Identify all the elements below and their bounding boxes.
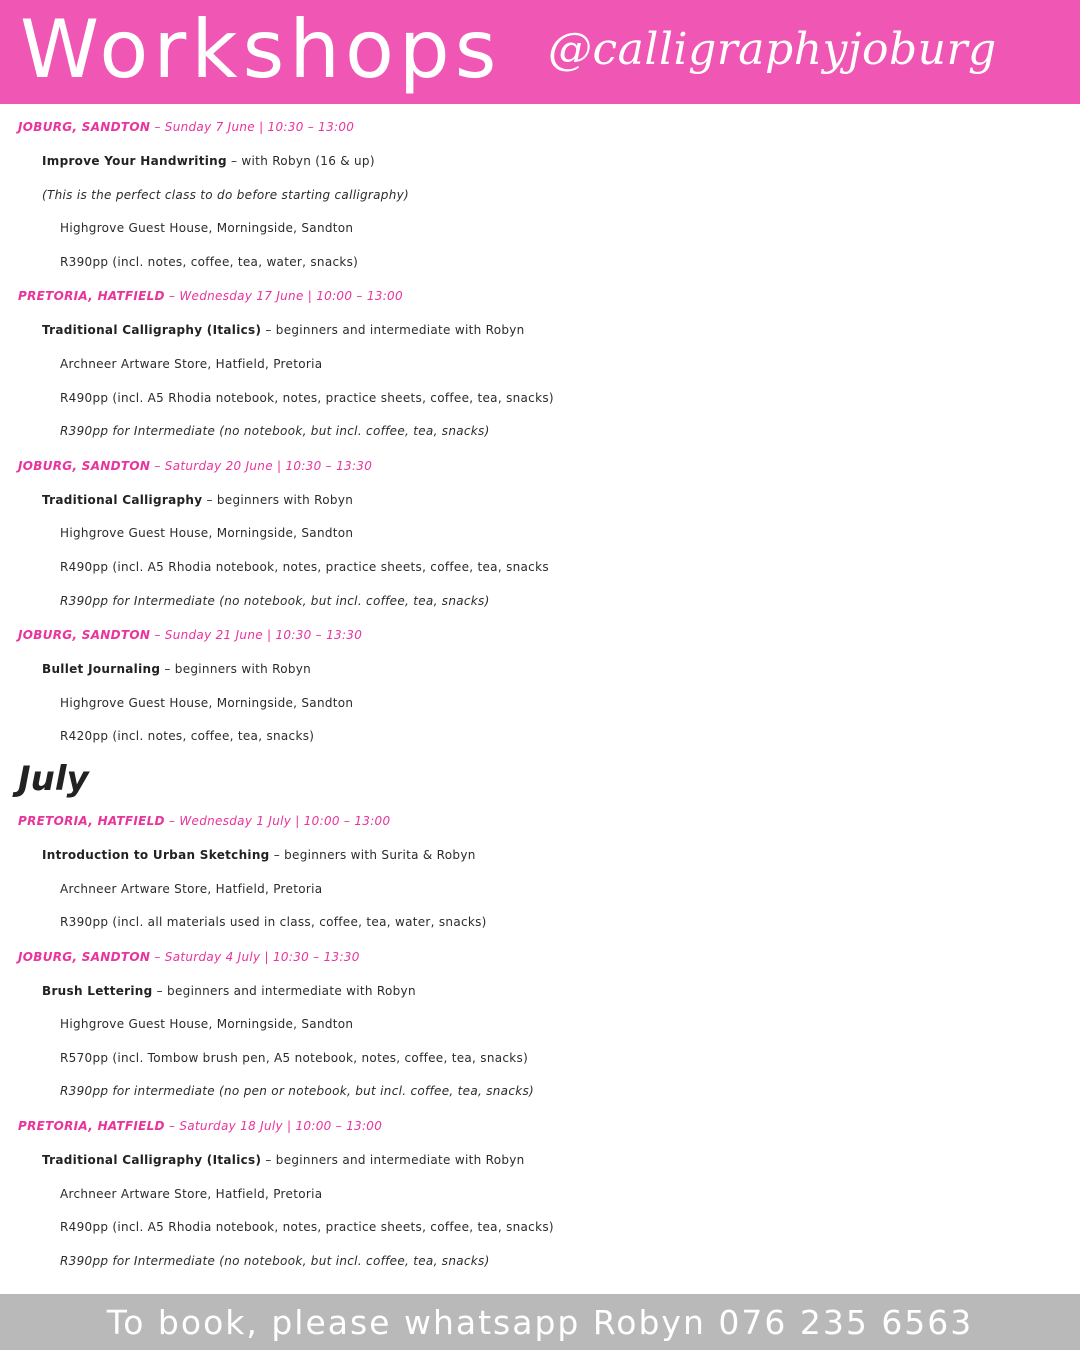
workshop-title: Traditional Calligraphy (Italics) (42, 323, 262, 338)
workshop-price: R390pp (incl. notes, coffee, tea, water, snacks) (60, 254, 359, 269)
workshop-subtitle: – beginners and intermediate with Robyn (152, 983, 416, 998)
workshop-title: Traditional Calligraphy (Italics) (42, 1153, 262, 1168)
workshop-location-date (0, 449, 1080, 484)
workshop-entry (0, 449, 1080, 618)
workshop-title: Improve Your Handwriting (42, 154, 227, 168)
workshop-venue: Archneer Artware Store, Hatfield, Pretoria (60, 881, 323, 896)
workshop-venue: Highgrove Guest House, Morningside, Sandton (60, 221, 354, 236)
workshop-title-line (0, 839, 1080, 873)
workshop-location-date (0, 1109, 1080, 1144)
workshop-note: (This is the perfect class to do before starting calligraphy) (42, 187, 410, 202)
workshop-location-date (0, 618, 1080, 653)
workshop-subtitle: – with Robyn (16 & up) (226, 154, 375, 168)
workshop-venue: Archneer Artware Store, Hatfield, Pretoria (60, 1186, 323, 1201)
workshop-entry (0, 940, 1080, 1109)
workshop-price: R570pp (incl. Tombow brush pen, A5 notebook, notes, coffee, tea, snacks) (60, 1050, 529, 1065)
workshop-title: Traditional Calligraphy (42, 492, 203, 507)
workshop-subtitle: – beginners and intermediate with Robyn (261, 323, 525, 338)
workshop-title-line (0, 145, 1080, 179)
workshop-datetime: – Saturday 4 July | 10:30 – 13:30 (150, 949, 360, 964)
workshop-intermediate-price: R390pp for Intermediate (no notebook, but incl. coffee, tea, snacks) (60, 424, 490, 439)
workshop-datetime: – Saturday 18 July | 10:00 – 13:00 (164, 1119, 383, 1134)
workshop-price: R490pp (incl. A5 Rhodia notebook, notes, practice sheets, coffee, tea, snacks) (60, 1220, 554, 1235)
workshop-location: JOBURG, SANDTON (18, 628, 151, 643)
month-heading-july: July (18, 758, 89, 799)
workshop-subtitle: – beginners and intermediate with Robyn (261, 1153, 525, 1168)
workshop-venue: Highgrove Guest House, Morningside, Sandton (60, 695, 354, 710)
workshop-list (0, 110, 1080, 1278)
workshop-title: Bullet Journaling (42, 662, 161, 677)
workshop-intermediate-price: R390pp for Intermediate (no notebook, but incl. coffee, tea, snacks) (60, 593, 490, 608)
workshop-entry (0, 804, 1080, 940)
workshop-entry (0, 110, 1080, 279)
workshop-location-date (0, 940, 1080, 975)
workshop-venue: Archneer Artware Store, Hatfield, Pretoria (60, 356, 323, 371)
workshop-location: JOBURG, SANDTON (18, 120, 151, 134)
workshop-location-date (0, 804, 1080, 839)
header-banner (0, 0, 1080, 104)
workshop-datetime: – Saturday 20 June | 10:30 – 13:30 (150, 458, 373, 473)
workshop-location: JOBURG, SANDTON (18, 458, 151, 473)
workshop-entry (0, 279, 1080, 448)
workshop-title-line (0, 653, 1080, 687)
workshop-intermediate-price: R390pp for Intermediate (no notebook, but incl. coffee, tea, snacks) (60, 1253, 490, 1268)
workshop-datetime: – Wednesday 1 July | 10:00 – 13:00 (164, 813, 391, 828)
workshop-subtitle: – beginners with Surita & Robyn (269, 847, 476, 862)
workshop-location: JOBURG, SANDTON (18, 949, 151, 964)
workshop-price: R490pp (incl. A5 Rhodia notebook, notes, practice sheets, coffee, tea, snacks) (60, 390, 554, 405)
workshop-subtitle: – beginners with Robyn (202, 492, 354, 507)
workshop-title-line (0, 1144, 1080, 1178)
social-handle: @calligraphyjoburg (548, 24, 997, 75)
workshop-title-line (0, 484, 1080, 518)
booking-footer: To book, please whatsapp Robyn 076 235 6563 (0, 1294, 1080, 1350)
workshop-location-date (0, 279, 1080, 314)
workshop-title-line (0, 314, 1080, 348)
workshop-title: Introduction to Urban Sketching (42, 847, 270, 862)
workshop-entry (0, 1109, 1080, 1278)
workshop-location: PRETORIA, HATFIELD (18, 1119, 165, 1134)
workshop-price: R490pp (incl. A5 Rhodia notebook, notes, practice sheets, coffee, tea, snacks (60, 559, 549, 574)
workshop-datetime: – Sunday 21 June | 10:30 – 13:30 (150, 628, 363, 643)
workshop-location: PRETORIA, HATFIELD (18, 289, 165, 304)
workshop-datetime: – Sunday 7 June | 10:30 – 13:00 (150, 120, 355, 134)
workshop-price: R420pp (incl. notes, coffee, tea, snacks) (60, 729, 315, 744)
workshop-venue: Highgrove Guest House, Morningside, Sandton (60, 526, 354, 541)
workshop-location: PRETORIA, HATFIELD (18, 813, 165, 828)
workshop-title-line (0, 975, 1080, 1009)
workshop-datetime: – Wednesday 17 June | 10:00 – 13:00 (164, 289, 403, 304)
page-title: Workshops (20, 3, 502, 96)
workshop-intermediate-price: R390pp for intermediate (no pen or notebook, but incl. coffee, tea, snacks) (60, 1084, 534, 1099)
workshop-location-date (0, 110, 1080, 145)
workshop-price: R390pp (incl. all materials used in class, coffee, tea, water, snacks) (60, 915, 487, 930)
workshop-title: Brush Lettering (42, 983, 153, 998)
workshop-entry (0, 618, 1080, 754)
workshop-subtitle: – beginners with Robyn (160, 662, 312, 677)
workshop-venue: Highgrove Guest House, Morningside, Sandton (60, 1017, 354, 1032)
